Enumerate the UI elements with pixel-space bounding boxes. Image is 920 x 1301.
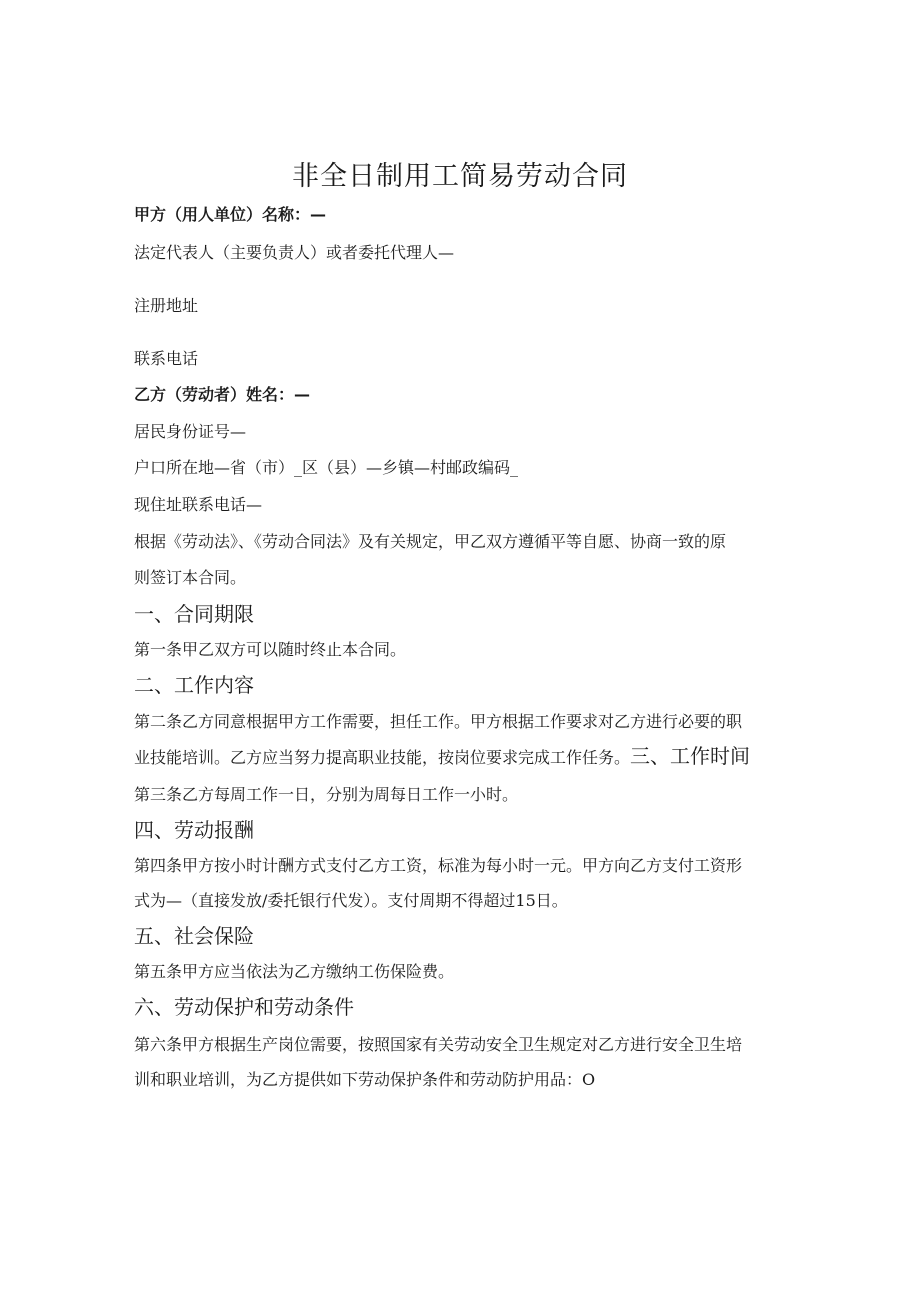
section-1-article: 第一条甲乙双方可以随时终止本合同。 [134,640,407,659]
party-a-phone: 联系电话 [134,349,199,368]
section-6-heading: 六、劳动保护和劳动条件 [134,995,354,1019]
party-b-current-address: 现住址联系电话— [134,495,263,514]
section-2-line-2-text: 业技能培训。乙方应当努力提高职业技能，按岗位要求完成工作任务。 [134,748,631,767]
party-b-id-number: 居民身份证号— [134,422,247,441]
party-a-representative: 法定代表人（主要负责人）或者委托代理人— [134,243,455,262]
party-b-name: 乙方（劳动者）姓名：— [134,385,311,404]
section-4-line-1: 第四条甲方按小时计酬方式支付乙方工资，标准为每小时一元。甲方向乙方支付工资形 [134,856,743,875]
section-6-line-1: 第六条甲方根据生产岗位需要，按照国家有关劳动安全卫生规定对乙方进行安全卫生培 [134,1035,743,1054]
section-6-line-2: 训和职业培训，为乙方提供如下劳动保护条件和劳动防护用品：O [134,1070,596,1089]
section-5-article: 第五条甲方应当依法为乙方缴纳工伤保险费。 [134,962,455,981]
section-2-heading: 二、工作内容 [134,673,254,697]
preamble-line-1: 根据《劳动法》、《劳动合同法》及有关规定，甲乙双方遵循平等自愿、协商一致的原 [134,532,727,551]
section-4-heading: 四、劳动报酬 [134,818,254,842]
party-a-name: 甲方（用人单位）名称：— [134,205,327,224]
section-5-heading: 五、社会保险 [134,924,254,948]
section-4-line-2: 式为—（直接发放/委托银行代发）。支付周期不得超过15日。 [134,891,568,910]
section-3-article: 第三条乙方每周工作一日，分别为周每日工作一小时。 [134,785,519,804]
document-title: 非全日制用工简易劳动合同 [292,161,628,192]
section-3-heading: 三、工作时间 [630,744,751,768]
party-b-household: 户口所在地—省（市）_区（县）—乡镇—村邮政编码_ [134,458,519,477]
section-1-heading: 一、合同期限 [134,602,254,626]
party-a-address: 注册地址 [134,296,199,315]
section-2-line-2 [134,744,750,770]
section-2-line-1: 第二条乙方同意根据甲方工作需要，担任工作。甲方根据工作要求对乙方进行必要的职 [134,712,743,731]
preamble-line-2: 则签订本合同。 [134,568,247,587]
